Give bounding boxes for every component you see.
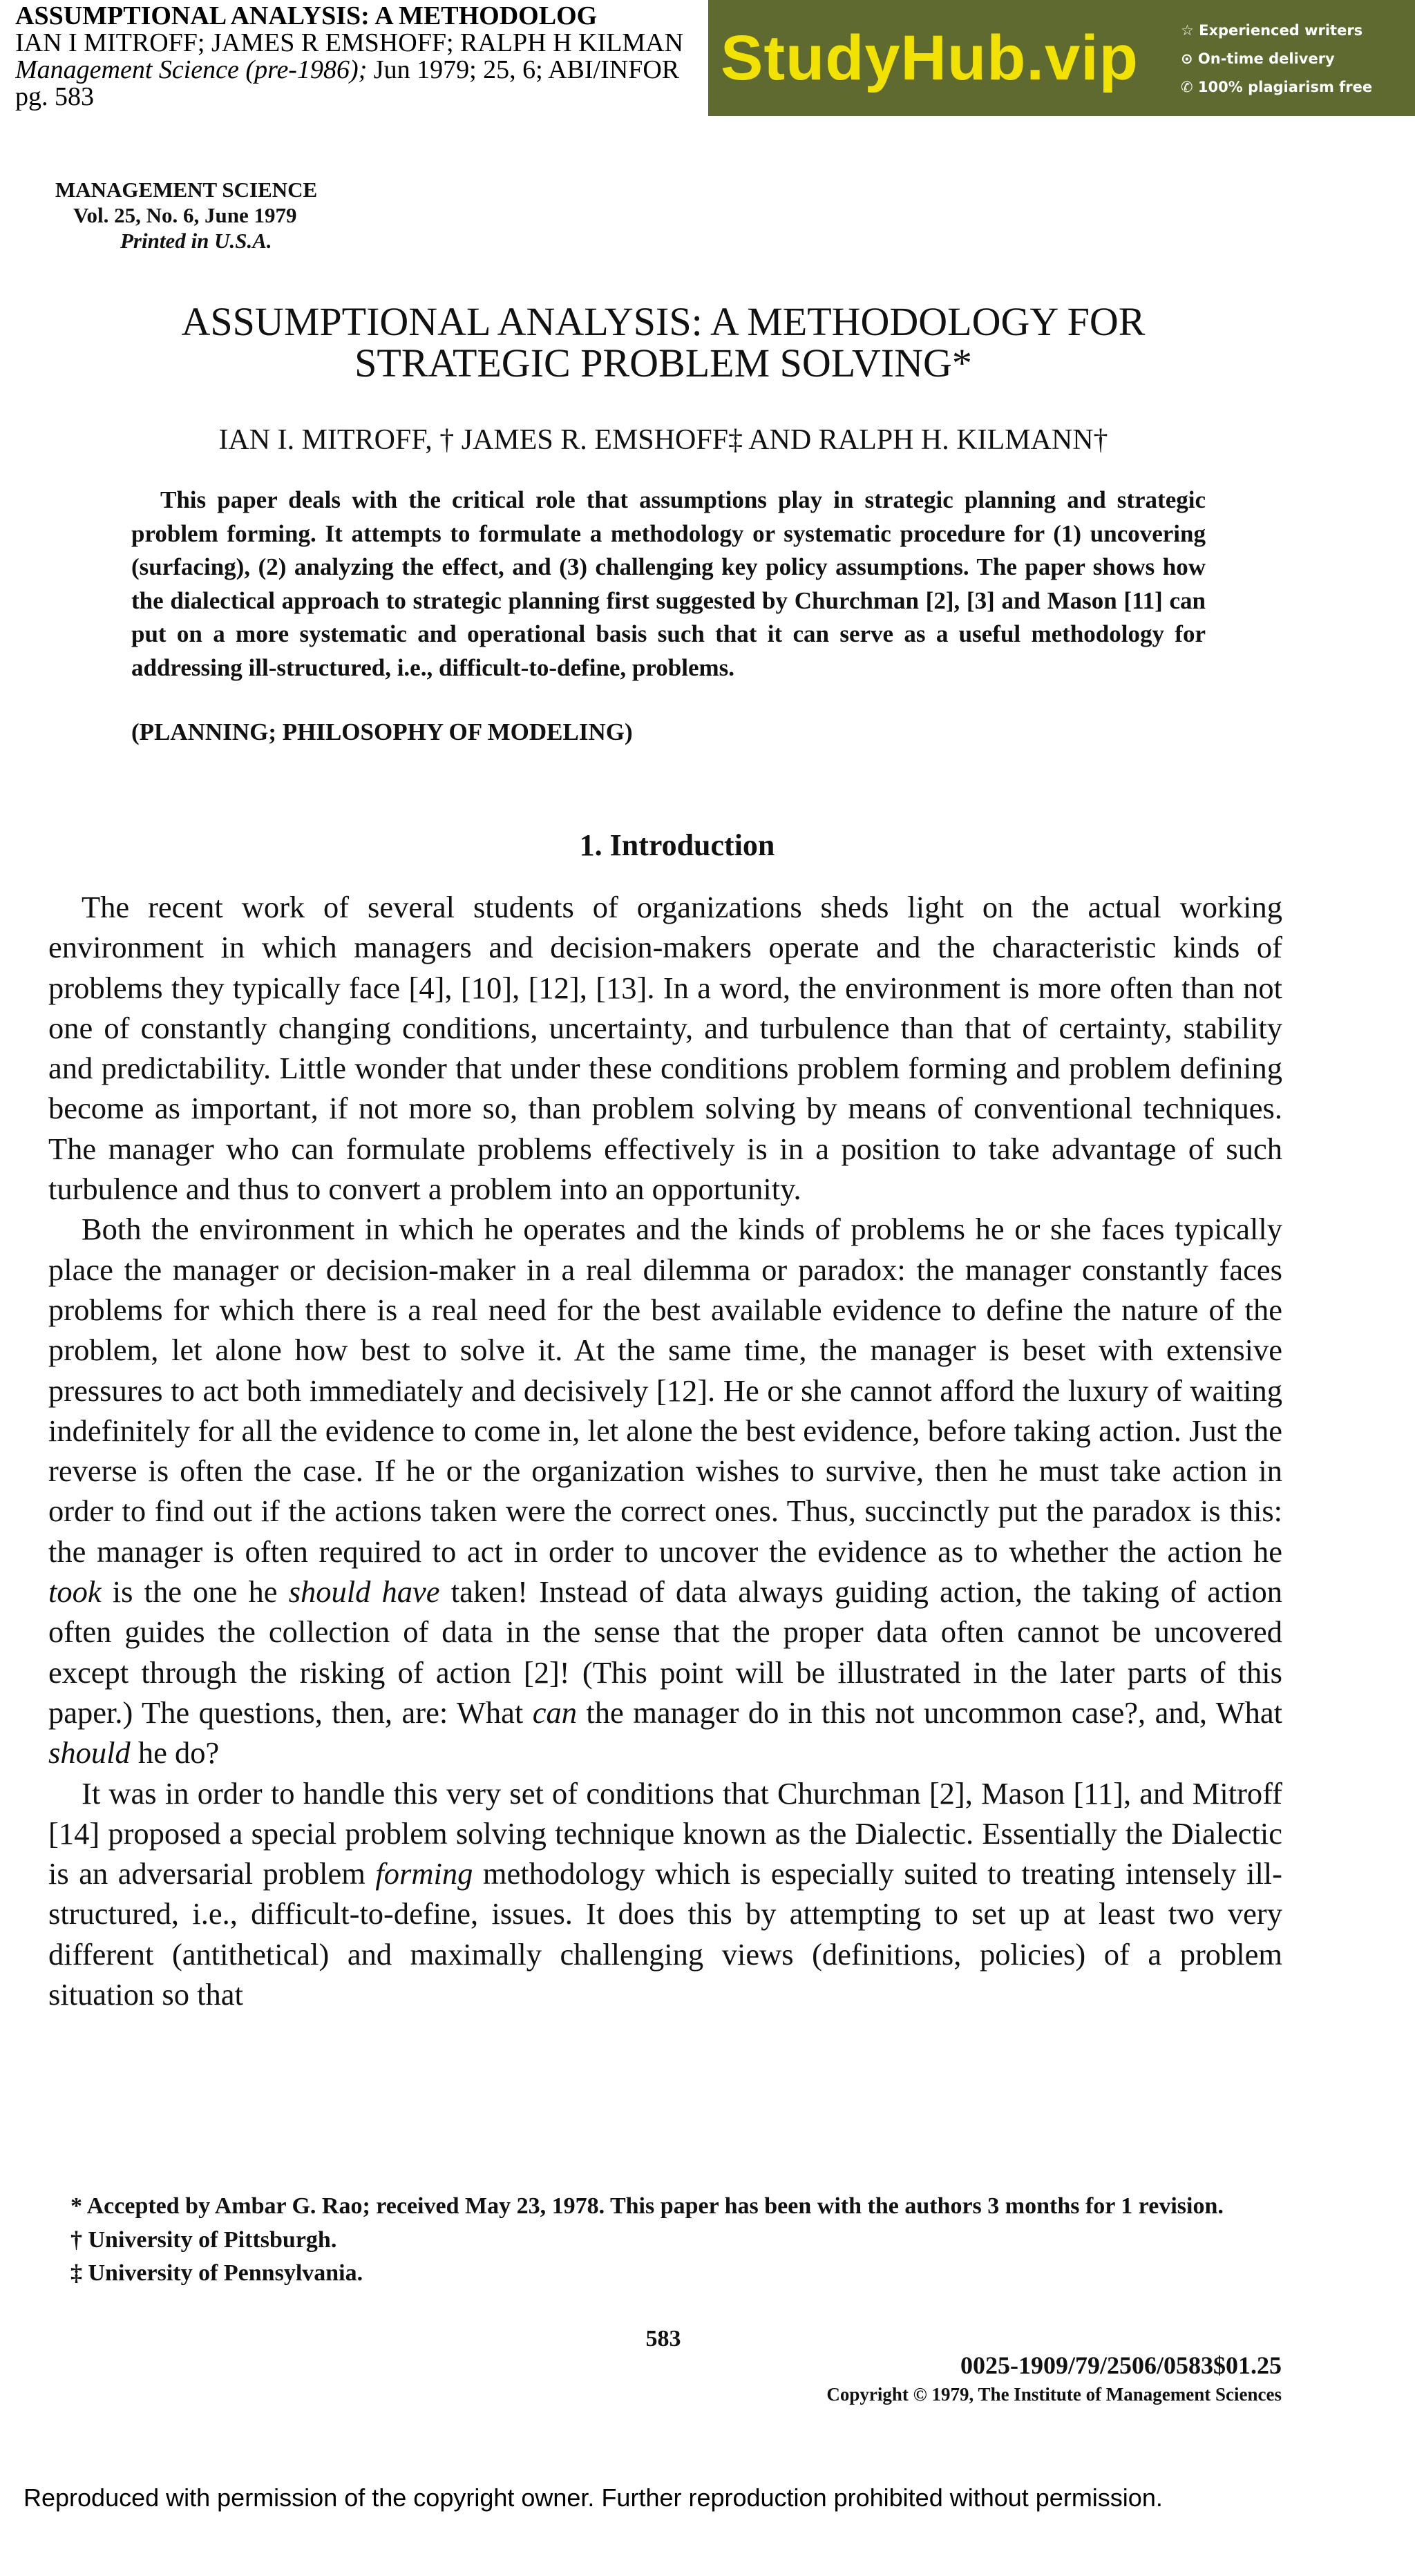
paragraph-2-text-e: he do? bbox=[130, 1735, 220, 1771]
article-title-line1: ASSUMPTIONAL ANALYSIS: A METHODOLOGY FOR bbox=[181, 299, 1146, 344]
paragraph-2-text-d: the manager do in this not uncommon case?, and, What bbox=[576, 1695, 1282, 1730]
article-title-line2: STRATEGIC PROBLEM SOLVING* bbox=[354, 341, 972, 385]
journal-name: MANAGEMENT SCIENCE bbox=[55, 178, 318, 202]
journal-info bbox=[55, 177, 470, 254]
emphasis-should: should bbox=[48, 1735, 131, 1771]
section-heading: 1. Introduction bbox=[579, 828, 775, 862]
article-authors: IAN I. MITROFF, † JAMES R. EMSHOFF‡ AND RALPH H. KILMANN† bbox=[218, 424, 1108, 456]
emphasis-took: took bbox=[48, 1574, 102, 1610]
emphasis-forming: forming bbox=[375, 1856, 473, 1891]
article-code: 0025-1909/79/2506/0583$01.25 bbox=[960, 2351, 1282, 2379]
footnote-accepted: * Accepted by Ambar G. Rao; received May 23, 1978. This paper has been with the authors 3 months for 1 revision. bbox=[70, 2193, 1224, 2219]
emphasis-can: can bbox=[532, 1695, 577, 1730]
page-number: 583 bbox=[645, 2326, 681, 2351]
journal-volume: Vol. 25, No. 6, June 1979 bbox=[73, 203, 297, 227]
keywords: (PLANNING; PHILOSOPHY OF MODELING) bbox=[131, 718, 633, 745]
citation-authors: IAN I MITROFF; JAMES R EMSHOFF; RALPH H KILMAN bbox=[15, 30, 684, 57]
feature-on-time-delivery: ⊙ On-time delivery bbox=[1181, 50, 1335, 67]
citation-header bbox=[15, 3, 706, 111]
footnote-pittsburgh: † University of Pittsburgh. bbox=[70, 2226, 337, 2253]
emphasis-should-have: should have bbox=[288, 1574, 440, 1610]
copyright-notice: Copyright © 1979, The Institute of Management Sciences bbox=[826, 2384, 1282, 2405]
citation-journal: Management Science (pre-1986); bbox=[15, 57, 368, 84]
reproduction-notice: Reproduced with permission of the copyright owner. Further reproduction prohibited without permission. bbox=[23, 2483, 1163, 2512]
banner-features bbox=[1181, 17, 1409, 102]
journal-printed: Printed in U.S.A. bbox=[120, 229, 272, 253]
feature-experienced-writers: ☆ Experienced writers bbox=[1181, 22, 1363, 39]
citation-source bbox=[15, 57, 706, 84]
article-title bbox=[69, 301, 1257, 384]
citation-page: pg. 583 bbox=[15, 84, 94, 111]
feature-plagiarism-free: ✆ 100% plagiarism free bbox=[1181, 79, 1373, 95]
paragraph-2-text-b: is the one he bbox=[101, 1574, 289, 1610]
body-text bbox=[48, 887, 1282, 2014]
citation-title: ASSUMPTIONAL ANALYSIS: A METHODOLOG bbox=[15, 3, 598, 30]
footnotes bbox=[48, 2190, 1282, 2291]
paragraph-1: The recent work of several students of organizations sheds light on the actual working environment in which managers and decision-makers operate and the characteristic kinds of problems they typically face [4], [10], [12], [13]. In a word, the environment is more often than not one of constantly changing conditions, uncertainty, and turbulence than that of certainty, stability and predictability. Little wonder that under these conditions problem forming and problem defining become as important, if not more so, than problem solving by means of conventional techniques. The manager who can formulate problems effectively is in a position to take advantage of such turbulence and thus to convert a problem into an opportunity. bbox=[48, 890, 1282, 1207]
citation-date: Jun 1979; 25, 6; ABI/INFOR bbox=[367, 57, 680, 84]
footnote-pennsylvania: ‡ University of Pennsylvania. bbox=[70, 2260, 363, 2286]
paragraph-2-text-c: taken! Instead of data always guiding action, the taking of action often guides the collection of data in the sense that the proper data often cannot be uncovered except through the risking of action [2]! (This point will be illustrated in the later parts of this paper.) The questions, then, are: What bbox=[48, 1574, 1282, 1730]
studyhub-banner[interactable] bbox=[708, 0, 1415, 116]
paragraph-3-text-b: methodology which is especially suited to treating intensely ill-structured, i.e., difficult-to-define, issues. It does this by attempting to set up at least two very different (antithetical) and maximally challenging views (definitions, policies) of a problem situation so that bbox=[48, 1856, 1282, 2012]
paragraph-2 bbox=[48, 1209, 1282, 1773]
studyhub-logo: StudyHub.vip bbox=[721, 23, 1139, 93]
paragraph-3-text-a: It was in order to handle this very set of conditions that Churchman [2], Mason [11], and Mitroff [14] proposed a special problem solving technique known as the Dialectic. Essentially the Dialectic is an adversarial problem bbox=[48, 1775, 1282, 1891]
paragraph-2-text-a: Both the environment in which he operates and the kinds of problems he or she faces typically place the manager or decision-maker in a real dilemma or paradox: the manager constantly faces problems for which there is a real need for the best available evidence to define the nature of the problem, let alone how best to solve it. At the same time, the manager is beset with extensive pressures to act both immediately and decisively [12]. He or she cannot afford the luxury of waiting indefinitely for all the evidence to come in, let alone the best evidence, before taking action. Just the reverse is often the case. If he or the organization wishes to survive, then he must take action in order to find out if the actions taken were the correct ones. Thus, succinctly put the paradox is this: the manager is often required to act in order to uncover the evidence as to whether the action he bbox=[48, 1212, 1282, 1569]
paragraph-3 bbox=[48, 1773, 1282, 2015]
abstract: This paper deals with the critical role that assumptions play in strategic planning and strategic problem forming. It attempts to formulate a methodology or systematic procedure for (1) uncovering (surfacing), (2) analyzing the effect, and (3) challenging key policy assumptions. The paper shows how the dialectical approach to strategic planning first suggested by Churchman [2], [3] and Mason [11] can put on a more systematic and operational basis such that it can serve as a useful methodology for addressing ill-structured, i.e., difficult-to-define, problems. bbox=[131, 486, 1206, 681]
